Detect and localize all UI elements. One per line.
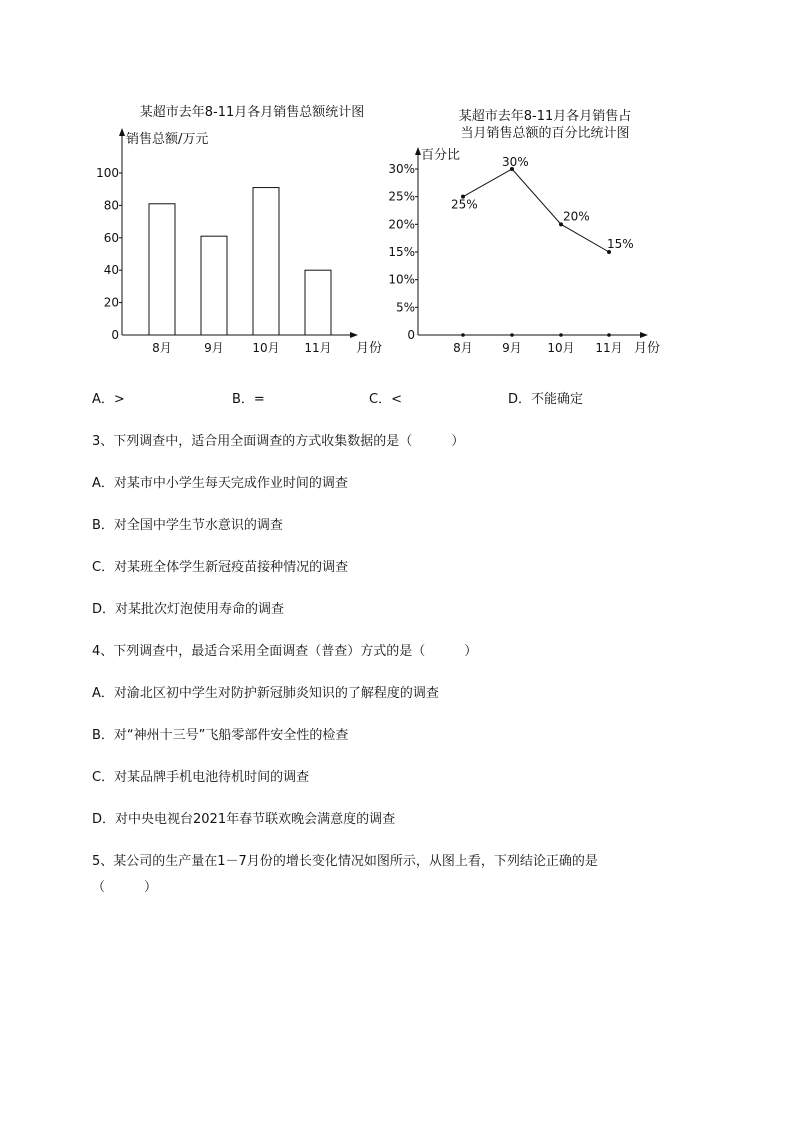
line-chart-xtick-label: 10月 bbox=[547, 341, 575, 355]
q4-option-c: C．对某品牌手机电池待机时间的调查 bbox=[92, 770, 310, 785]
q4-stem: 4、下列调查中，最适合采用全面调查（普查）方式的是（ ） bbox=[92, 644, 478, 659]
q3-option-d: D．对某批次灯泡使用寿命的调查 bbox=[92, 602, 285, 617]
q2-option-b: B．= bbox=[232, 392, 265, 407]
q3-option-a: A．对某市中小学生每天完成作业时间的调查 bbox=[92, 476, 348, 491]
line-chart-xlabel: 月份 bbox=[634, 341, 661, 356]
line-chart-xtick-label: 11月 bbox=[595, 341, 623, 355]
line-chart-xtick-label: 8月 bbox=[453, 341, 473, 355]
q2-option-c: C．< bbox=[369, 392, 402, 407]
q3-option-b: B．对全国中学生节水意识的调查 bbox=[92, 518, 283, 533]
bar-chart-xtick-label: 8月 bbox=[152, 341, 172, 355]
bar-chart-ytick-label: 80 bbox=[103, 198, 119, 213]
line-data-label: 30% bbox=[502, 155, 529, 169]
line-chart-ytick-label: 5% bbox=[395, 300, 415, 315]
bar-chart-ytick-label: 20 bbox=[103, 295, 119, 310]
q2-option-d: D．不能确定 bbox=[508, 392, 584, 407]
line-data-label: 15% bbox=[607, 237, 634, 251]
line-chart bbox=[0, 0, 794, 380]
q5-stem-line1: 5、某公司的生产量在1－7月份的增长变化情况如图所示，从图上看，下列结论正确的是 bbox=[92, 854, 598, 869]
line-chart-ytick-label: 20% bbox=[388, 217, 415, 232]
line-chart-ytick-label: 30% bbox=[388, 162, 415, 176]
line-chart-title-line1: 某超市去年8-11月各月销售占 bbox=[458, 109, 632, 124]
line-chart-x-arrow bbox=[640, 332, 648, 338]
line-data-label: 25% bbox=[451, 197, 478, 212]
line-chart-xtick-dot bbox=[607, 333, 611, 337]
bar-chart-xtick-label: 10月 bbox=[252, 341, 280, 355]
line-chart-xtick-label: 9月 bbox=[502, 341, 522, 355]
line-chart-ylabel: 百分比 bbox=[421, 148, 461, 163]
q4-option-d: D．对中央电视台2021年春节联欢晚会满意度的调查 bbox=[92, 812, 396, 827]
q5-stem-line2: （ ） bbox=[92, 880, 158, 895]
line-chart-ytick-label: 25% bbox=[388, 189, 415, 204]
bar-chart-ytick-label: 60 bbox=[103, 230, 119, 245]
q2-option-a: A．> bbox=[92, 392, 125, 407]
line-chart-title-line2: 当月销售总额的百分比统计图 bbox=[460, 126, 630, 141]
line-chart-ytick-label: 15% bbox=[388, 245, 415, 259]
bar-chart-ylabel: 销售总额/万元 bbox=[126, 132, 209, 147]
q3-option-c: C．对某班全体学生新冠疫苗接种情况的调查 bbox=[92, 560, 349, 575]
q4-option-b: B．对“神州十三号”飞船零部件安全性的检查 bbox=[92, 728, 349, 743]
line-data-label: 20% bbox=[563, 209, 590, 224]
bar-chart-ytick-label: 40 bbox=[103, 263, 119, 278]
line-chart-xtick-dot bbox=[461, 333, 465, 337]
bar-chart-ytick-label: 0 bbox=[111, 328, 119, 342]
q3-stem: 3、下列调查中，适合用全面调查的方式收集数据的是（ ） bbox=[92, 434, 465, 449]
bar-chart-xlabel: 月份 bbox=[356, 341, 383, 356]
bar-chart-title: 某超市去年8-11月各月销售总额统计图 bbox=[139, 105, 365, 120]
line-chart-xtick-dot bbox=[559, 333, 563, 337]
line-chart-ytick-label: 10% bbox=[388, 272, 415, 287]
q4-option-a: A．对渝北区初中学生对防护新冠肺炎知识的了解程度的调查 bbox=[92, 686, 439, 701]
bar-chart-xtick-label: 9月 bbox=[204, 341, 224, 355]
bar-chart-xtick-label: 11月 bbox=[304, 341, 332, 355]
line-chart-ytick-label: 0 bbox=[407, 328, 415, 342]
bar-chart-ytick-label: 100 bbox=[96, 166, 119, 180]
line-chart-xtick-dot bbox=[510, 333, 514, 337]
